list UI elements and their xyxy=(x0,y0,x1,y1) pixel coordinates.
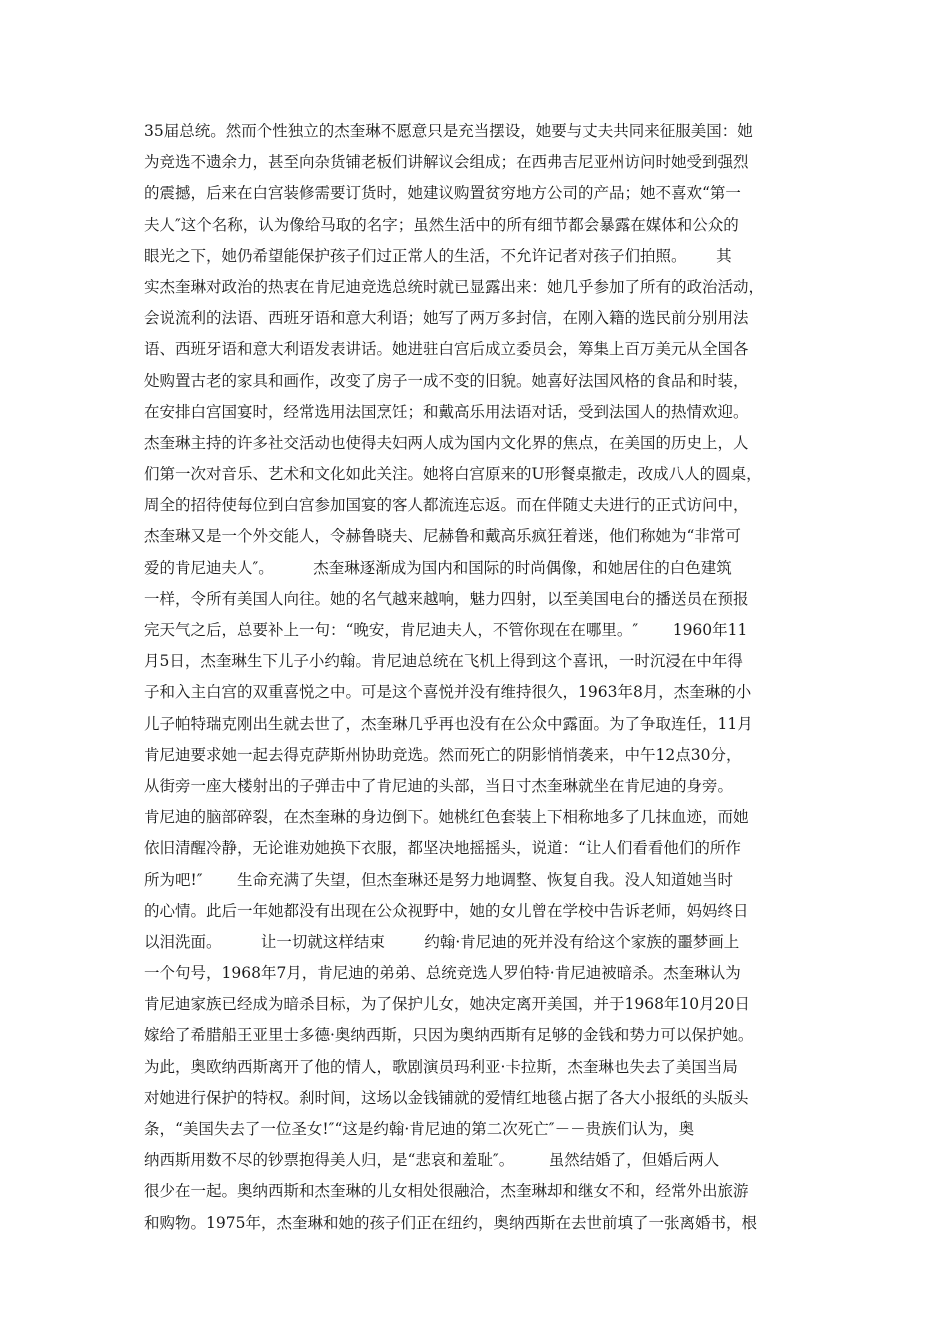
text-line: 对她进行保护的特权。刹时间，这场以金钱铺就的爱情红地毯占据了各大小报纸的头版头 xyxy=(144,1088,749,1107)
text-line: 为竞选不遗余力，甚至向杂货铺老板们讲解议会组成；在西弗吉尼亚州访问时她受到强烈 xyxy=(144,153,749,172)
text-line: 实杰奎琳对政治的热衷在肯尼迪竞选总统时就已显露出来：她几乎参加了所有的政治活动， xyxy=(144,277,765,296)
text-line: 很少在一起。奥纳西斯和杰奎琳的儿女相处很融洽，杰奎琳却和继女不和，经常外出旅游 xyxy=(144,1182,749,1201)
text-line: 们第一次对音乐、艺术和文化如此关注。她将白宫原来的U形餐桌撤走，改成八人的圆桌， xyxy=(144,465,762,484)
text-line: 一样，令所有美国人向往。她的名气越来越响，魅力四射，以至美国电台的播送员在预报 xyxy=(144,589,749,608)
text-line: 以泪洗面。 让一切就这样结束 约翰·肯尼迪的死并没有给这个家族的噩梦画上 xyxy=(144,932,740,951)
text-line: 月5日，杰奎琳生下儿子小约翰。肯尼迪总统在飞机上得到这个喜讯，一时沉浸在中年得 xyxy=(144,652,743,671)
text-line: 所为吧!″ 生命充满了失望，但杰奎琳还是努力地调整、恢复自我。没人知道她当时 xyxy=(144,870,734,889)
text-line: 的震撼，后来在白宫装修需要订货时，她建议购置贫穷地方公司的产品；她不喜欢“第一 xyxy=(144,184,741,203)
text-line: 夫人″这个名称，认为像给马取的名字；虽然生活中的所有细节都会暴露在媒体和公众的 xyxy=(144,215,739,234)
text-line: 杰奎琳主持的许多社交活动也使得夫妇两人成为国内文化界的焦点，在美国的历史上，人 xyxy=(144,433,749,452)
text-line: 肯尼迪的脑部碎裂，在杰奎琳的身边倒下。她桃红色套装上下相称地多了几抹血迹，而她 xyxy=(144,808,749,827)
text-line: 在安排白宫国宴时，经常选用法国烹饪；和戴高乐用法语对话，受到法国人的热情欢迎。 xyxy=(144,402,749,421)
text-line: 杰奎琳又是一个外交能人，令赫鲁晓夫、尼赫鲁和戴高乐疯狂着迷，他们称她为“非常可 xyxy=(144,527,741,546)
text-line: 肯尼迪家族已经成为暗杀目标，为了保护儿女，她决定离开美国，并于1968年10月20日 xyxy=(144,995,750,1014)
text-line: 处购置古老的家具和画作，改变了房子一成不变的旧貌。她喜好法国风格的食品和时装， xyxy=(144,371,749,390)
text-line: 从街旁一座大楼射出的子弹击中了肯尼迪的头部，当日寸杰奎琳就坐在肯尼迪的身旁。 xyxy=(144,776,734,795)
text-line: 儿子帕特瑞克刚出生就去世了，杰奎琳几乎再也没有在公众中露面。为了争取连任，11月 xyxy=(144,714,753,733)
text-line: 子和入主白宫的双重喜悦之中。可是这个喜悦并没有维持很久，1963年8月，杰奎琳的小 xyxy=(144,683,752,702)
text-line: 条，“美国失去了一位圣女!″“这是约翰·肯尼迪的第二次死亡″－－贵族们认为，奥 xyxy=(144,1120,695,1138)
text-line: 爱的肯尼迪夫人″。 杰奎琳逐渐成为国内和国际的时尚偶像，和她居住的白色建筑 xyxy=(144,558,732,577)
text-line: 的心情。此后一年她都没有出现在公众视野中，她的女儿曾在学校中告诉老师，妈妈终日 xyxy=(144,901,749,920)
text-line: 纳西斯用数不尽的钞票抱得美人归，是“悲哀和羞耻″。 虽然结婚了，但婚后两人 xyxy=(144,1151,720,1170)
text-line: 为此，奥欧纳西斯离开了他的情人，歌剧演员玛利亚·卡拉斯，杰奎琳也失去了美国当局 xyxy=(144,1057,738,1076)
text-line: 周全的招待使每位到白宫参加国宴的客人都流连忘返。而在伴随丈夫进行的正式访问中， xyxy=(144,496,749,515)
text-line: 依旧清醒冷静，无论谁劝她换下衣服，都坚决地摇摇头，说道：“让人们看看他们的所作 xyxy=(144,839,741,858)
text-line: 语、西班牙语和意大利语发表讲话。她进驻白宫后成立委员会，筹集上百万美元从全国各 xyxy=(144,340,749,359)
document-body xyxy=(144,116,812,1239)
text-line: 35届总统。然而个性独立的杰奎琳不愿意只是充当摆设，她要与丈夫共同来征服美国：她 xyxy=(144,122,753,140)
text-line: 会说流利的法语、西班牙语和意大利语；她写了两万多封信，在刚入籍的选民前分别用法 xyxy=(144,309,749,328)
text-line: 嫁给了希腊船王亚里士多德·奥纳西斯，只因为奥纳西斯有足够的金钱和势力可以保护她。 xyxy=(144,1026,754,1045)
text-line: 肯尼迪要求她一起去得克萨斯州协助竞选。然而死亡的阴影悄悄袭来，中午12点30分， xyxy=(144,745,742,764)
text-line: 一个句号，1968年7月，肯尼迪的弟弟、总统竞选人罗伯特·肯尼迪被暗杀。杰奎琳认为 xyxy=(144,964,741,983)
text-line: 和购物。1975年，杰奎琳和她的孩子们正在纽约，奥纳西斯在去世前填了一张离婚书，根 xyxy=(144,1213,757,1232)
text-line: 眼光之下，她仍希望能保护孩子们过正常人的生活，不允许记者对孩子们拍照。 其 xyxy=(144,246,732,265)
text-line: 完天气之后，总要补上一句：“晚安，肯尼迪夫人，不管你现在在哪里。″ 1960年11 xyxy=(144,621,748,639)
